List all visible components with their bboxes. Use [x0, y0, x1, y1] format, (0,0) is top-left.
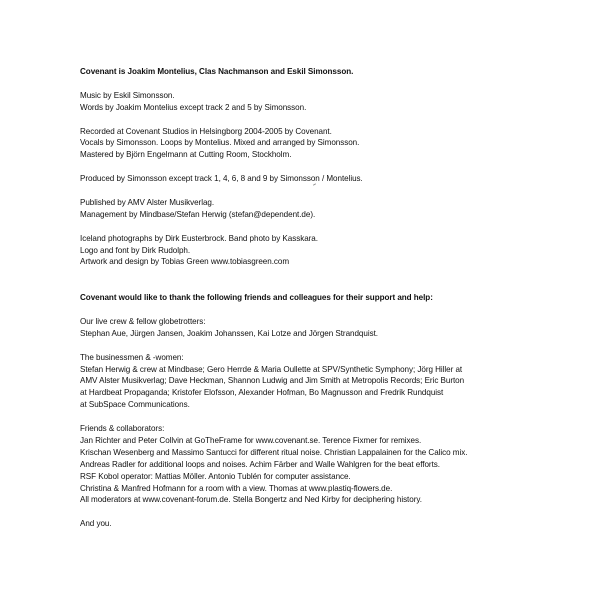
- mastered-credit: Mastered by Björn Engelmann at Cutting Room, Stockholm.: [80, 150, 292, 160]
- music-credit: Music by Eskil Simonsson.: [80, 90, 175, 100]
- vocals-credit: Vocals by Simonsson. Loops by Montelius. Mixed and arranged by Simonsson.: [80, 138, 360, 148]
- management-credit: Management by Mindbase/Stefan Herwig (stefan@dependent.de).: [80, 209, 316, 219]
- logo-credit: Logo and font by Dirk Rudolph.: [80, 245, 191, 255]
- photos-credit: Iceland photographs by Dirk Eusterbrock. Band photo by Kasskara.: [80, 233, 318, 243]
- recorded-credit: Recorded at Covenant Studios in Helsingborg 2004-2005 by Covenant.: [80, 126, 332, 136]
- business-line: AMV Alster Musikverlag; Dave Heckman, Shannon Ludwig and Jim Smith at Metropolis Records; Eric Burton: [80, 376, 465, 386]
- business-line: at SubSpace Communications.: [80, 400, 190, 410]
- business-line: at Hardbeat Propaganda; Kristofer Elofsson, Alexander Hofman, Bo Magnusson and Fredrik Rundquist: [80, 388, 444, 398]
- thanks-heading: Covenant would like to thank the following friends and colleagues for their support and help:: [80, 293, 433, 303]
- artwork-credit: Artwork and design by Tobias Green www.tobiasgreen.com: [80, 257, 290, 267]
- closing-line: And you.: [80, 519, 112, 529]
- friends-line: Christina & Manfred Hofmann for a room with a view. Thomas at www.plastiq-flowers.de.: [80, 483, 393, 493]
- friends-line: Andreas Radler for additional loops and noises. Achim Färber and Walle Wahlgren for the beat efforts.: [80, 459, 440, 469]
- published-credit: Published by AMV Alster Musikverlag.: [80, 197, 215, 207]
- liner-notes-page: [80, 66, 590, 530]
- business-line: Stefan Herwig & crew at Mindbase; Gero Herrde & Maria Oullette at SPV/Synthetic Symphony; Jörg Hiller at: [80, 364, 463, 374]
- business-title: The businessmen & -women:: [80, 352, 184, 362]
- live-crew-line: Stephan Aue, Jürgen Jansen, Joakim Johanssen, Kai Lotze and Jörgen Strandquist.: [80, 328, 378, 338]
- friends-line: RSF Kobol operator: Mattias Möller. Antonio Tublén for computer assistance.: [80, 471, 351, 481]
- words-credit: Words by Joakim Montelius except track 2 and 5 by Simonsson.: [80, 102, 307, 112]
- friends-line: All moderators at www.covenant-forum.de. Stella Bongertz and Ned Kirby for deciphering history.: [80, 495, 422, 505]
- live-crew-title: Our live crew & fellow globetrotters:: [80, 316, 206, 326]
- members-heading: Covenant is Joakim Montelius, Clas Nachmanson and Eskil Simonsson.: [80, 67, 354, 76]
- produced-credit: Produced by Simonsson except track 1, 4, 6, 8 and 9 by Simonsson / Montelius.: [80, 174, 363, 184]
- friends-title: Friends & collaborators:: [80, 424, 165, 434]
- friends-line: Jan Richter and Peter Collvin at GoTheFrame for www.covenant.se. Terence Fixmer for remixes.: [80, 435, 422, 445]
- friends-line: Krischan Wesenberg and Massimo Santucci for different ritual noise. Christian Lappalainen for the Calico mix.: [80, 447, 468, 457]
